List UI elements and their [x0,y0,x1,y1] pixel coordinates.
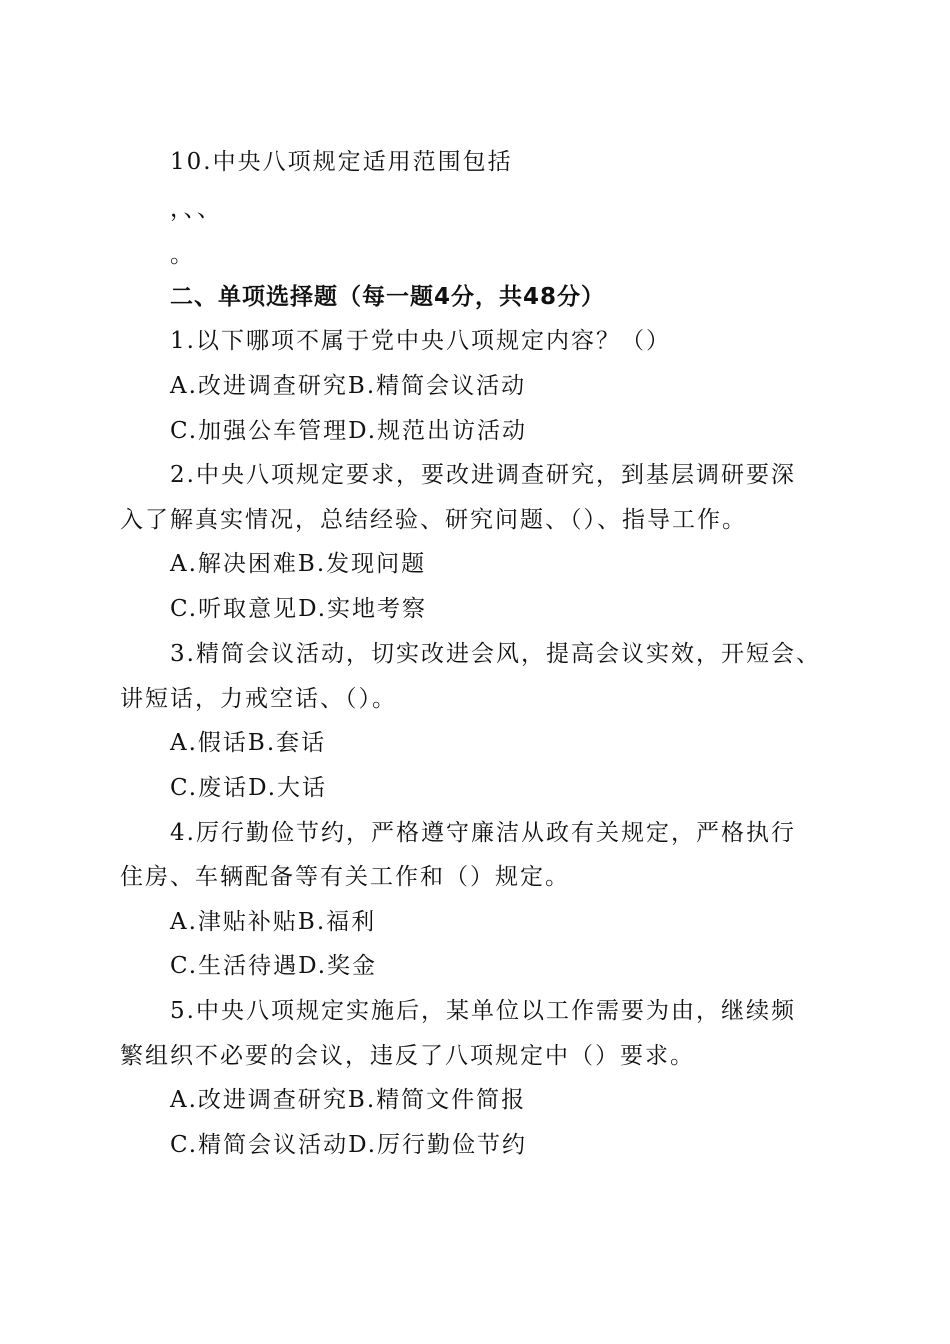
question-stem-continued: 入了解真实情况，总结经验、研究问题、（）、指导工作。 [120,507,747,533]
question-options-cd: C.精简会议活动D.厉行勤俭节约 [170,1132,528,1158]
question-stem-continued: 讲短话，力戒空话、（）。 [120,686,397,712]
question-stem: 3.精简会议活动，切实改进会风，提高会议实效，开短会、 [170,641,821,667]
question-options-ab: A.改进调查研究B.精简会议活动 [170,373,527,399]
question-options-cd: C.听取意见D.实地考察 [170,596,428,622]
question-options-cd: C.生活待遇D.奖金 [170,953,378,979]
question-options-cd: C.加强公车管理D.规范出访活动 [170,418,528,444]
question-options-ab: A.解决困难B.发现问题 [170,551,427,577]
question-options-ab: A.改进调查研究B.精简文件简报 [170,1087,527,1113]
q10-blank-separators: ，、、 [170,196,222,222]
section-heading-single-choice: 二、单项选择题（每一题4分，共48分） [170,284,606,310]
question-options-ab: A.假话B.套话 [170,730,327,756]
question-stem: 4.厉行勤俭节约，严格遵守廉洁从政有关规定，严格执行 [170,820,796,846]
question-stem: 1.以下哪项不属于党中央八项规定内容？（） [170,328,671,354]
q10-end-mark: 。 [170,242,195,268]
question-stem: 2.中央八项规定要求，要改进调查研究，到基层调研要深 [170,462,796,488]
question-stem-continued: 住房、车辆配备等有关工作和（）规定。 [120,864,570,890]
question-options-ab: A.津贴补贴B.福利 [170,909,377,935]
q10-text-line-1: 10.中央八项规定适用范围包括 [170,149,513,175]
question-stem: 5.中央八项规定实施后，某单位以工作需要为由，继续频 [170,998,796,1024]
question-options-cd: C.废话D.大话 [170,775,328,801]
question-stem-continued: 繁组织不必要的会议，违反了八项规定中（）要求。 [120,1043,695,1069]
